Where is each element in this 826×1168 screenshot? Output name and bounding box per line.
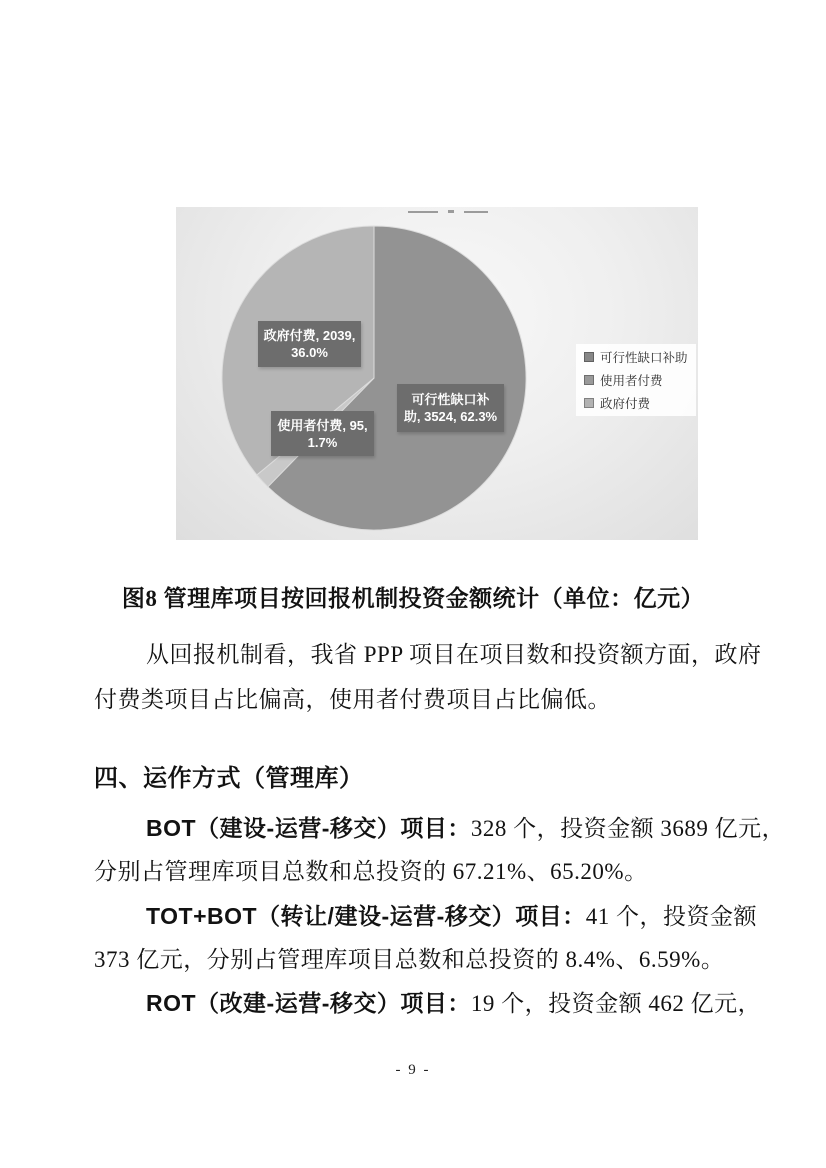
legend-swatch-icon — [584, 375, 594, 385]
data-label-vgf-line2: 助, 3524, 62.3% — [403, 409, 498, 424]
section-heading: 四、运作方式（管理库） — [94, 765, 364, 792]
data-label-gov-line2: 36.0% — [291, 345, 328, 360]
data-label-user — [271, 411, 374, 456]
legend-item-vgf — [584, 348, 696, 366]
totbot-paragraph-line1 — [146, 898, 757, 931]
pie-chart-figure — [176, 207, 698, 540]
data-label-user-line1: 使用者付费, 95, — [277, 417, 368, 433]
bot-lead-text: BOT（建设-运营-移交）项目： — [146, 815, 471, 841]
bot-rest-text: 328 个，投资金额 3689 亿元， — [470, 816, 786, 841]
data-label-gov-line1: 政府付费, 2039, — [263, 328, 356, 343]
bot-paragraph-line2: 分别占管理库项目总数和总投资的 67.21%、65.20%。 — [94, 859, 648, 884]
data-label-vgf — [397, 384, 504, 432]
legend-label: 可行性缺口补助 — [600, 351, 688, 365]
legend-item-gov — [584, 394, 696, 412]
totbot-lead-text: TOT+BOT（转让/建设-运营-移交）项目： — [146, 903, 586, 929]
page-number: - 9 - — [395, 1062, 431, 1078]
bot-paragraph-line1 — [146, 810, 785, 843]
legend-item-user — [584, 371, 696, 389]
legend-label: 政府付费 — [600, 397, 651, 411]
rot-lead-text: ROT（改建-运营-移交）项目： — [146, 990, 471, 1016]
data-label-user-line2: 1.7% — [307, 434, 338, 450]
rot-paragraph-line1 — [146, 985, 761, 1018]
chart-legend — [576, 344, 696, 416]
intro-paragraph-line2: 付费类项目占比偏高，使用者付费项目占比偏低。 — [94, 687, 611, 712]
data-label-vgf-line1: 可行性缺口补 — [411, 392, 490, 407]
totbot-paragraph-line2: 373 亿元，分别占管理库项目总数和总投资的 8.4%、6.59%。 — [94, 947, 725, 972]
legend-swatch-icon — [584, 398, 594, 408]
rot-rest-text: 19 个，投资金额 462 亿元， — [470, 991, 762, 1016]
intro-paragraph-line1: 从回报机制看，我省 PPP 项目在项目数和投资额方面，政府 — [146, 642, 762, 667]
legend-swatch-icon — [584, 352, 594, 362]
data-label-gov — [258, 321, 361, 367]
legend-label: 使用者付费 — [600, 374, 663, 388]
totbot-rest-text: 41 个，投资金额 — [585, 904, 758, 929]
figure-caption: 图8 管理库项目按回报机制投资金额统计（单位：亿元） — [121, 586, 705, 611]
